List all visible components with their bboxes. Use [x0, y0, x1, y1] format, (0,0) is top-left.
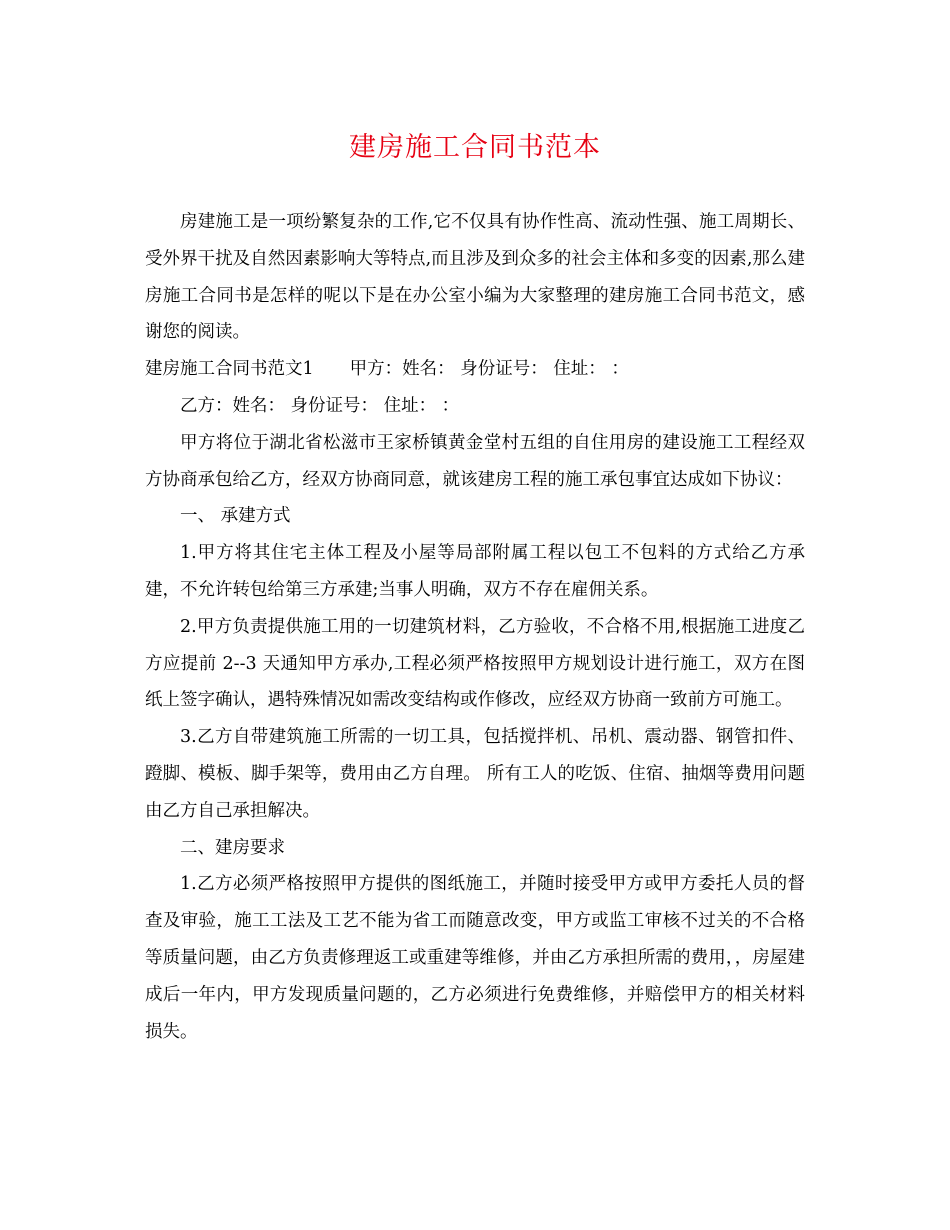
- section2-item1: 1.乙方必须严格按照甲方提供的图纸施工，并随时接受甲方或甲方委托人员的督查及审验，施工工法及工艺不能为省工而随意改变，甲方或监工审核不过关的不合格等质量问题，由乙方负责修理返工或重建等维修，并由乙方承担所需的费用，，房屋建成后一年内，甲方发现质量问题的，乙方必须进行免费维修，并赔偿甲方的相关材料损失。: [145, 874, 805, 1042]
- section1-heading: 一、 承建方式: [180, 506, 291, 527]
- document-body: [145, 204, 805, 1050]
- section1-item3: 3.乙方自带建筑施工所需的一切工具，包括搅拌机、吊机、震动器、钢管扣件、蹬脚、模板、脚手架等，费用由乙方自理。 所有工人的吃饭、住宿、抽烟等费用问题由乙方自己承担解决。: [145, 727, 805, 821]
- sample-heading: 建房施工合同书范文1: [145, 359, 314, 380]
- sample-heading-line: [145, 351, 805, 388]
- section2-heading: 二、建房要求: [180, 837, 285, 858]
- intro-paragraph: 房建施工是一项纷繁复杂的工作,它不仅具有协作性高、流动性强、施工周期长、受外界干扰及自然因素影响大等特点,而且涉及到众多的社会主体和多变的因素,那么建房施工合同书是怎样的呢以下是在办公室小编为大家整理的建房施工合同书范文，感谢您的阅读。: [145, 212, 805, 343]
- section1-item1: 1.甲方将其住宅主体工程及小屋等局部附属工程以包工不包料的方式给乙方承建，不允许转包给第三方承建;当事人明确，双方不存在雇佣关系。: [145, 543, 805, 600]
- party-b-line: 乙方：姓名： 身份证号： 住址： ：: [180, 395, 460, 416]
- section1-item2: 2.甲方负责提供施工用的一切建筑材料，乙方验收，不合格不用,根据施工进度乙方应提前 2--3 天通知甲方承办,工程必须严格按照甲方规划设计进行施工，双方在图纸上签字确认，遇特殊情况如需改变结构或作修改，应经双方协商一致前方可施工。: [145, 616, 805, 711]
- party-a-line: 甲方：姓名： 身份证号： 住址： ：: [349, 359, 629, 380]
- preamble-paragraph: 甲方将位于湖北省松滋市王家桥镇黄金堂村五组的自住用房的建设施工工程经双方协商承包给乙方，经双方协商同意，就该建房工程的施工承包事宜达成如下协议：: [145, 432, 805, 490]
- document-title: 建房施工合同书范本: [349, 132, 601, 163]
